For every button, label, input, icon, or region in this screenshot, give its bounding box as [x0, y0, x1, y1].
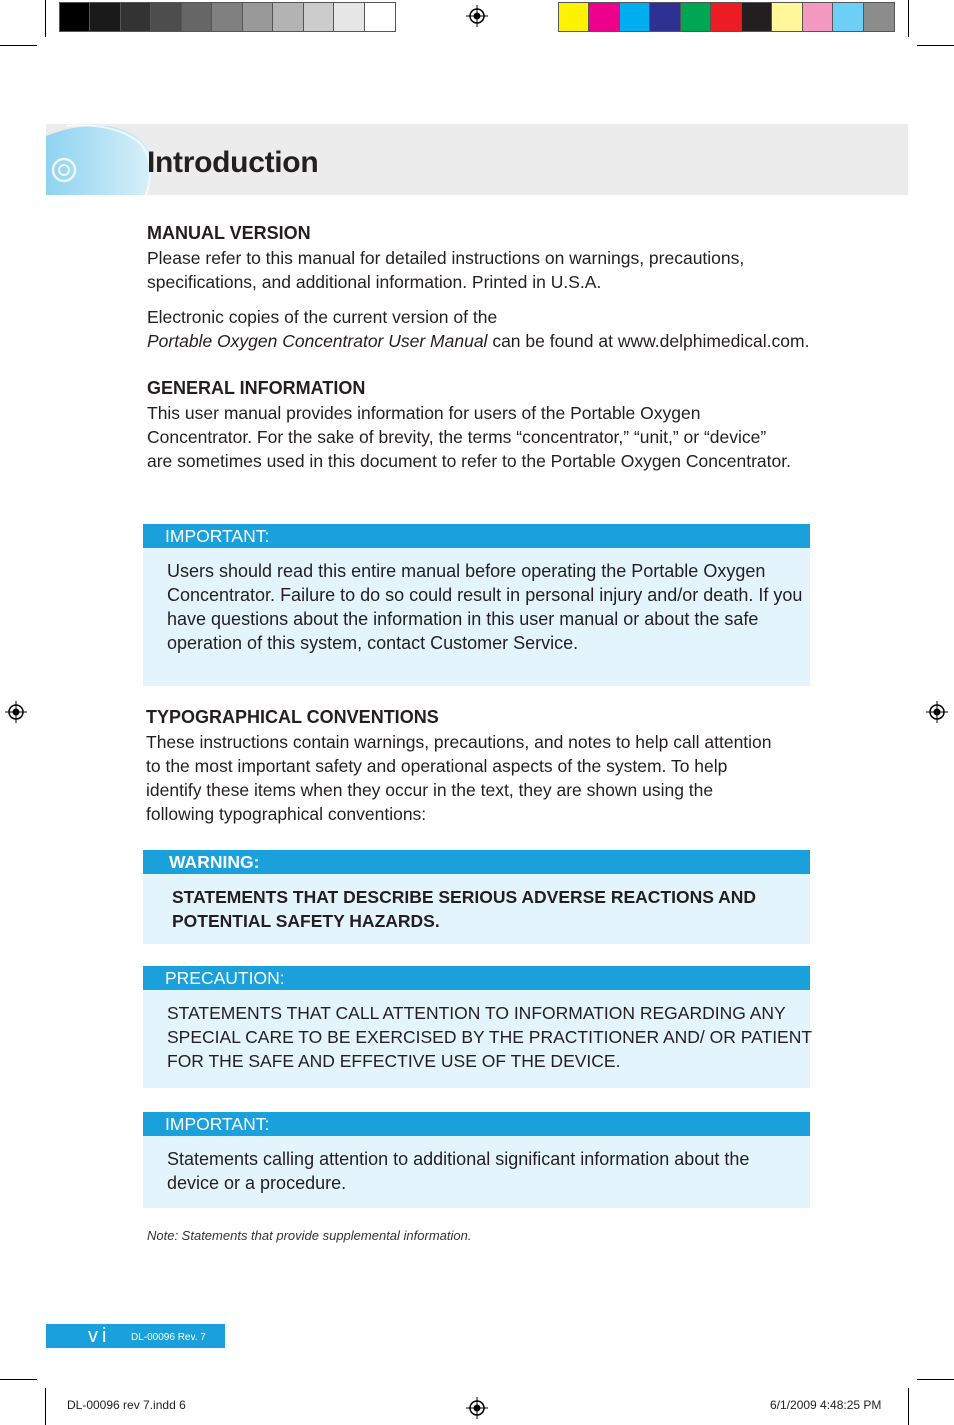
precaution-body: STATEMENTS THAT CALL ATTENTION TO INFORMATION REGARDING ANY SPECIAL CARE TO BE EXERCISED BY THE PRACTITIONER AND/ OR PATIENT FOR THE SAFE AND EFFECTIVE USE OF THE DEVICE.: [167, 1003, 812, 1071]
registration-mark-bottom: [466, 1397, 488, 1419]
important-body-2: Statements calling attention to additional significant information about the device or a procedure.: [167, 1149, 750, 1193]
precaution-callout: [143, 966, 810, 1088]
color-swatch: [559, 3, 589, 31]
grayscale-color-bar: [59, 2, 396, 32]
important-body: Users should read this entire manual before operating the Portable Oxygen Concentrator. Failure to do so could result in personal injury and/or death. If you have questions about the information in this user manual or about the safe operation of this system, contact Customer Service.: [167, 561, 803, 653]
page-number: vi: [88, 1325, 111, 1347]
crop-mark-top-right-h: [917, 45, 954, 46]
gray-swatch: [151, 3, 181, 31]
color-swatch: [620, 3, 650, 31]
crop-mark-top-left-v: [45, 0, 46, 37]
gray-swatch: [365, 3, 395, 31]
section-title-manual-version: MANUAL VERSION: [147, 223, 311, 243]
page-title: Introduction: [147, 146, 319, 179]
website-text: can be found at www.delphimedical.com.: [487, 331, 810, 351]
manual-version-paragraph: Please refer to this manual for detailed instructions on warnings, precautions, specifications, and additional information. Printed in U.S.A.: [147, 248, 745, 292]
color-swatch: [711, 3, 741, 31]
warning-body: STATEMENTS THAT DESCRIBE SERIOUS ADVERSE REACTIONS AND POTENTIAL SAFETY HAZARDS.: [172, 887, 757, 931]
note-text: Note: Statements that provide supplemental information.: [147, 1228, 472, 1243]
crop-mark-top-right-v: [908, 0, 909, 37]
gray-swatch: [90, 3, 120, 31]
precaution-label: PRECAUTION:: [143, 966, 810, 990]
crop-mark-bottom-right-v: [908, 1388, 909, 1425]
color-swatch: [681, 3, 711, 31]
important-label-2: IMPORTANT:: [143, 1112, 810, 1136]
document-revision: DL-00096 Rev. 7: [131, 1332, 206, 1343]
manual-title-italic: Portable Oxygen Concentrator User Manual: [147, 331, 488, 351]
registration-mark-left: [5, 701, 27, 723]
important-callout: [143, 524, 810, 686]
gray-swatch: [121, 3, 151, 31]
crop-mark-bottom-left-v: [45, 1388, 46, 1425]
color-swatch: [803, 3, 833, 31]
warning-callout: [143, 850, 810, 944]
color-swatch: [589, 3, 619, 31]
gray-swatch: [243, 3, 273, 31]
electronic-copies-paragraph: [147, 305, 812, 353]
gray-swatch: [182, 3, 212, 31]
gray-swatch: [60, 3, 90, 31]
registration-mark-right: [926, 701, 948, 723]
registration-mark-top: [466, 5, 488, 27]
important-label: IMPORTANT:: [143, 524, 810, 548]
gray-swatch: [304, 3, 334, 31]
gray-swatch: [273, 3, 303, 31]
warning-label: WARNING:: [143, 850, 810, 874]
color-swatch: [742, 3, 772, 31]
gray-swatch: [212, 3, 242, 31]
color-swatch: [864, 3, 894, 31]
general-information-paragraph: This user manual provides information for users of the Portable Oxygen Concentrator. For the sake of brevity, the terms “concentrator,” “unit,” or “device” are sometimes used in this document to refer to the Portable Oxygen Concentrator.: [147, 403, 791, 471]
typographical-conventions-paragraph: These instructions contain warnings, precautions, and notes to help call attention to the most important safety and operational aspects of the system. To help identify these items when they occur in the text, they are shown using the following typographical conventions:: [146, 732, 772, 824]
slug-timestamp: 6/1/2009 4:48:25 PM: [770, 1398, 882, 1412]
crop-mark-bottom-left-h: [0, 1379, 37, 1380]
crop-mark-bottom-right-h: [917, 1379, 954, 1380]
gray-swatch: [334, 3, 364, 31]
crop-mark-top-left-h: [0, 45, 37, 46]
process-color-bar: [558, 2, 895, 32]
section-title-general-information: GENERAL INFORMATION: [147, 378, 366, 398]
section-title-typographical-conventions: TYPOGRAPHICAL CONVENTIONS: [146, 707, 439, 727]
color-swatch: [650, 3, 680, 31]
color-swatch: [833, 3, 863, 31]
slug-file-name: DL-00096 rev 7.indd 6: [67, 1398, 186, 1412]
electronic-copies-text: Electronic copies of the current version of the: [147, 307, 498, 327]
color-swatch: [772, 3, 802, 31]
important-callout-2: [143, 1112, 810, 1208]
